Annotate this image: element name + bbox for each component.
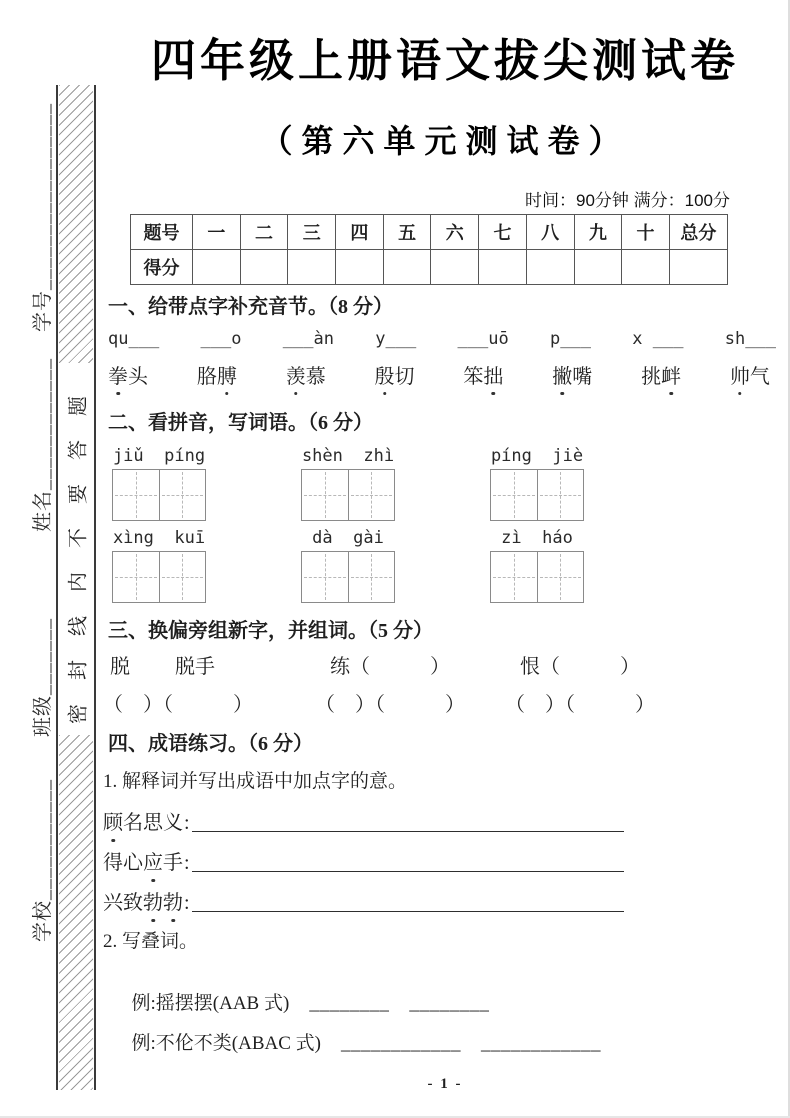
section1-words-row (108, 360, 770, 389)
idiom-line: 兴致 勃 勃 : (103, 886, 624, 915)
char-blank: 练（ ） (330, 656, 450, 678)
grid-cell (537, 470, 584, 520)
score-cell (240, 250, 288, 285)
writing-grid (112, 469, 206, 521)
paper-subtitle: （第六单元测试卷） (260, 123, 630, 159)
pinyin-grid-group (490, 446, 584, 521)
score-cell (526, 250, 574, 285)
dotted-char: 拳 (108, 366, 128, 388)
grid-cell (491, 552, 537, 602)
idiom-line: 顾 名思义 : (103, 806, 624, 835)
score-col: 十 (622, 215, 670, 250)
dotted-char: 顾 (103, 806, 123, 835)
pinyin-blank: sh___ (724, 329, 776, 349)
char-blank: 恨（ ） (520, 656, 640, 678)
score-col: 三 (288, 215, 336, 250)
seal-hatch-top (59, 85, 93, 363)
bracket-blanks: （ ）（ ） (505, 694, 655, 716)
score-cell (431, 250, 479, 285)
writing-grid (490, 469, 584, 521)
pinyin-grid-group (301, 446, 395, 521)
answer-blank: ________ (309, 993, 390, 1014)
dotted-char: 殷 (374, 366, 395, 388)
score-cell (288, 250, 336, 285)
score-cell (383, 250, 431, 285)
grid-cell (302, 552, 348, 602)
dotted-char: 膊 (216, 366, 237, 388)
writing-grid (490, 551, 584, 603)
score-col: 四 (336, 215, 384, 250)
pinyin-grid-group (301, 528, 395, 603)
score-col: 二 (240, 215, 288, 250)
time-score-meta: 时间：90分钟 满分：100分 (525, 191, 730, 210)
paper-title: 四年级上册语文拔尖测试卷 (150, 35, 739, 86)
seal-band-text: 密封线内不要答题 (67, 372, 90, 724)
score-cell (574, 250, 622, 285)
score-table-header-row (131, 215, 728, 250)
grid-cell (537, 552, 584, 602)
pinyin-grid-group (112, 446, 206, 521)
pinyin-blank: ___o (200, 329, 242, 349)
example-label: 例:摇摆摆(AAB 式) (131, 993, 290, 1014)
answer-blank: ________ (409, 993, 490, 1014)
word-item: 挑衅 (641, 366, 682, 388)
pinyin-blank: p___ (550, 329, 591, 349)
score-cell (193, 250, 241, 285)
score-cell (336, 250, 384, 285)
section4-subquestion1: 1. 解释词并写出成语中加点字的意。 (103, 771, 408, 792)
page-number: - 1 - (427, 1076, 463, 1092)
dotted-char: 勃 (163, 886, 183, 915)
idiom-line: 得心 应 手 : (103, 846, 624, 875)
grid-cell (113, 470, 159, 520)
word-item: 拳头 (108, 366, 148, 388)
score-col: 六 (431, 215, 479, 250)
answer-blank: ____________ (340, 1033, 461, 1054)
pinyin-grid-group (112, 528, 206, 603)
score-cell (669, 250, 727, 285)
word-item: 帅气 (729, 366, 770, 388)
pinyin-label: xìng kuī (112, 528, 206, 548)
dotted-char: 拙 (483, 366, 504, 388)
section2-row1 (112, 446, 584, 521)
score-table-score-row (131, 250, 728, 285)
section4-subquestion2: 2. 写叠词。 (103, 931, 199, 952)
seal-label-student-id: 学号_________________ (32, 103, 54, 332)
seal-label-name: 姓名____________ (32, 358, 54, 532)
word-item: 殷切 (374, 366, 415, 388)
score-cell (622, 250, 670, 285)
score-col: 九 (574, 215, 622, 250)
example-label: 例:不伦不类(ABAC 式) (131, 1033, 321, 1054)
score-col: 总分 (669, 215, 727, 250)
pinyin-blank: ___uō (457, 329, 509, 349)
dotted-char: 勃 (143, 886, 163, 915)
pinyin-blank: x ___ (632, 329, 684, 349)
reduplication-example (103, 1006, 601, 1077)
example-char: 脱 (110, 656, 130, 678)
pinyin-grid-group (490, 528, 584, 603)
score-col: 五 (383, 215, 431, 250)
score-table (130, 214, 728, 285)
grid-cell (348, 552, 395, 602)
section2-row2 (112, 528, 584, 603)
dotted-char: 帅 (729, 366, 750, 388)
pinyin-label: shèn zhì (301, 446, 395, 466)
answer-blank: ____________ (480, 1033, 601, 1054)
bracket-blanks: （ ）（ ） (315, 694, 465, 716)
section1-pinyin-row (108, 329, 776, 349)
answer-underline (192, 831, 624, 832)
pinyin-blank: y___ (375, 329, 417, 349)
pinyin-label: jiǔ píng (112, 446, 206, 466)
writing-grid (112, 551, 206, 603)
bracket-blanks: （ ）（ ） (103, 694, 253, 716)
grid-cell (113, 552, 159, 602)
writing-grid (301, 551, 395, 603)
pinyin-label: dà gài (312, 528, 384, 548)
pinyin-blank: ___àn (282, 329, 334, 349)
pinyin-label: píng jiè (490, 446, 584, 466)
word-item: 笨拙 (463, 366, 504, 388)
answer-underline (192, 871, 624, 872)
dotted-char: 衅 (661, 366, 682, 388)
word-item: 撇嘴 (552, 366, 593, 388)
dotted-char: 羡 (285, 366, 306, 388)
score-col: 七 (479, 215, 527, 250)
score-col: 一 (193, 215, 241, 250)
paper-content (100, 0, 790, 1118)
dotted-char: 应 (143, 846, 163, 875)
score-cell (479, 250, 527, 285)
grid-cell (491, 470, 537, 520)
answer-underline (192, 911, 624, 912)
pinyin-label: zì háo (501, 528, 573, 548)
word-item: 胳膊 (196, 366, 237, 388)
word-item: 羡慕 (285, 366, 326, 388)
grid-cell (302, 470, 348, 520)
score-table-label: 题号 (131, 215, 193, 250)
grid-cell (159, 552, 206, 602)
pinyin-blank: qu___ (108, 329, 160, 349)
score-table-label: 得分 (131, 250, 193, 285)
section2-heading: 二、看拼音，写词语。（6 分） (108, 412, 373, 434)
seal-label-school: 学校___________ (32, 779, 54, 942)
dotted-char: 撇 (552, 366, 573, 388)
section3-heading: 三、换偏旁组新字，并组词。（5 分） (108, 620, 433, 642)
grid-cell (348, 470, 395, 520)
writing-grid (301, 469, 395, 521)
seal-hatch-bottom (59, 735, 93, 1090)
seal-label-class: 班级_______ (32, 618, 54, 737)
section4-heading: 四、成语练习。（6 分） (108, 733, 313, 755)
example-word: 脱手 (175, 656, 215, 678)
grid-cell (159, 470, 206, 520)
seal-band (56, 85, 96, 1090)
score-col: 八 (526, 215, 574, 250)
section1-heading: 一、给带点字补充音节。（8 分） (108, 296, 393, 318)
